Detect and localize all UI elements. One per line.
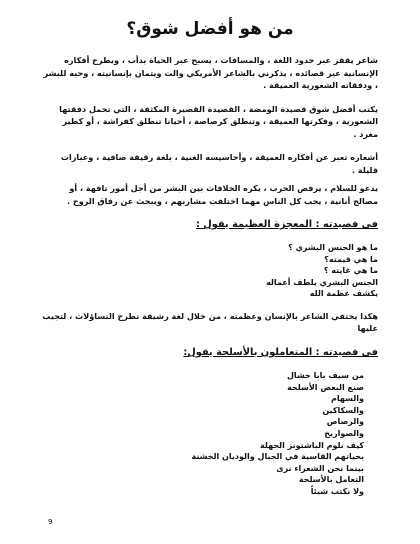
verse-line: والرصاص: [326, 417, 364, 427]
section-heading-great-miracle: في قصيدته : المعجزة العظيمة يقول :: [195, 219, 378, 230]
verse-line: ما هي غايته ؟: [323, 266, 378, 276]
verse-line: والسكاكين: [322, 405, 364, 415]
verse-line: والصواريخ: [324, 428, 364, 438]
paragraph-ideas: أشعاره تعبر عن أفكاره العميقة ، وأحاسيسه الغنية ، بلغة رقيقة صافية ، وعبارات قليلة .: [60, 152, 378, 175]
paragraph-intro: شاعر يقفز عبر حدود اللغة ، والمسافات ، يسبح عبر الحياة بدأب ، ويطرح أفكاره الإنسانية عبر قصائده ، يذكرني بالشاعر الأمريكي والت ويتمان بإنسانيته ، وحبه للبشر ، ودفقاته الشعورية العميقة .: [43, 55, 378, 90]
verse-line: ما هو الجنس البشري ؟: [288, 243, 378, 252]
section-heading-arms-dealers: في قصيدته : المتعاملون بالأسلحة يقول:: [183, 346, 378, 358]
page-number: 9: [48, 518, 53, 526]
verse-line: والسهام: [330, 394, 364, 404]
verse-line: الجنس البشري يلطف أعماله: [266, 277, 378, 287]
page-title: من هو أفضل شوق؟: [126, 19, 294, 39]
verse-line: ولا نكتب شيئاً: [310, 486, 364, 496]
verse-line: التعامل بالأسلحة: [298, 475, 364, 485]
paragraph-flash-poem: يكتب أفضل شوق قصيدة الومضة ، القصيدة القصيرة المكثفة ، التي تحمل دفقتها الشعورية ، وفكرتها العميقة ، وتنطلق كرصاصة ، أحيانا تنطلق كفراشة ، أو كطير مغرد .: [59, 103, 378, 139]
verse-line: كيف نلوم الباشتونز الجهلة: [259, 440, 364, 450]
verse-line: يكشف عظمة الله: [309, 289, 378, 299]
poem-great-miracle: [42, 242, 378, 300]
verse-line: صنع البعض الأسلحة: [287, 382, 364, 392]
verse-line: من سيف بابا خشال: [286, 370, 364, 380]
verse-line: بينما نحن الشعراء نرى: [276, 463, 364, 473]
paragraph-peace: يدعو للسلام ، يرفض الحرب ، يكره الخلافات بين البشر من أجل أمور تافهة ، أو مصالح أنانية ، يحب كل الناس مهما اختلفت مشاربهم ، ويبحث عن رفاق الروح .: [66, 183, 378, 206]
verse-line: ما هي قيمته؟: [324, 254, 378, 264]
poem-arms-dealers: [42, 370, 378, 498]
verse-line: بحياتهم القاسية في الجبال والوديان الخشنة: [191, 452, 364, 462]
paragraph-commentary: هكذا يحتفي الشاعر بالإنسان وعظمته ، من خلال لغة رشيقة تطرح التساؤلات ، لتجيب عليها: [42, 310, 378, 334]
